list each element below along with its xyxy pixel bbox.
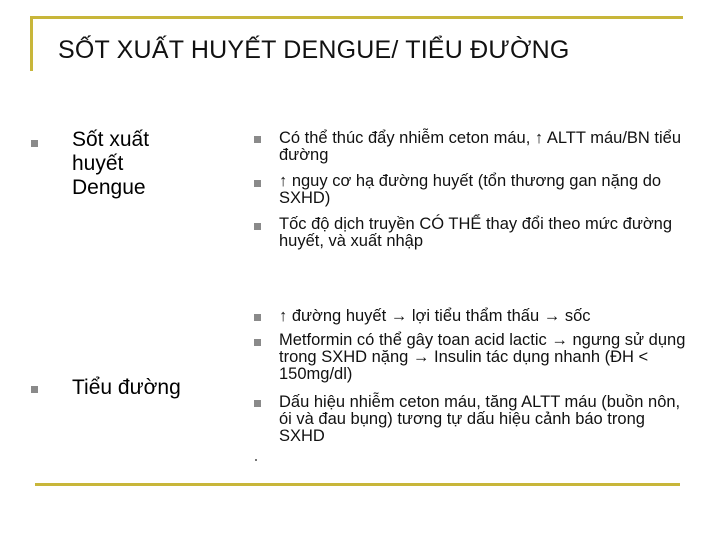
- dengue-point-1: Có thể thúc đẩy nhiễm ceton máu, ↑ ALTT máu/BN tiểu đường: [279, 129, 682, 164]
- bullet-square-icon: [254, 400, 261, 407]
- bullet-square-icon: [254, 180, 261, 187]
- dengue-point-3: Tốc độ dịch truyền CÓ THỂ thay đổi theo mức đường huyết, và xuất nhập: [279, 215, 673, 250]
- diabetes-point-3: Dấu hiệu nhiễm ceton máu, tăng ALTT máu (buồn nôn, ói và đau bụng) tương tự dấu hiệu cảnh báo trong SXHD: [279, 393, 681, 445]
- bullet-square-icon: [254, 223, 261, 230]
- diabetes-point-2: Metformin có thể gây toan acid lactic → ngưng sử dụng trong SXHD nặng → Insulin tác dụng nhanh (ĐH < 150mg/dl): [279, 331, 686, 383]
- bullet-square-icon: [31, 386, 38, 393]
- stray-dot: [255, 459, 257, 461]
- diabetes-point-1: ↑ đường huyết → lợi tiểu thẩm thấu → sốc: [279, 307, 591, 325]
- left-item-diabetes: Tiểu đường: [72, 376, 181, 399]
- bullet-square-icon: [254, 136, 261, 143]
- bullet-square-icon: [254, 339, 261, 346]
- slide-title: SỐT XUẤT HUYẾT DENGUE/ TIỂU ĐƯỜNG: [58, 36, 570, 64]
- bottom-rule: [35, 483, 680, 486]
- left-item-dengue: Sốt xuất huyết Dengue: [72, 128, 150, 199]
- dengue-point-2: ↑ nguy cơ hạ đường huyết (tổn thương gan nặng do SXHD): [279, 172, 662, 207]
- bullet-square-icon: [31, 140, 38, 147]
- bullet-square-icon: [254, 314, 261, 321]
